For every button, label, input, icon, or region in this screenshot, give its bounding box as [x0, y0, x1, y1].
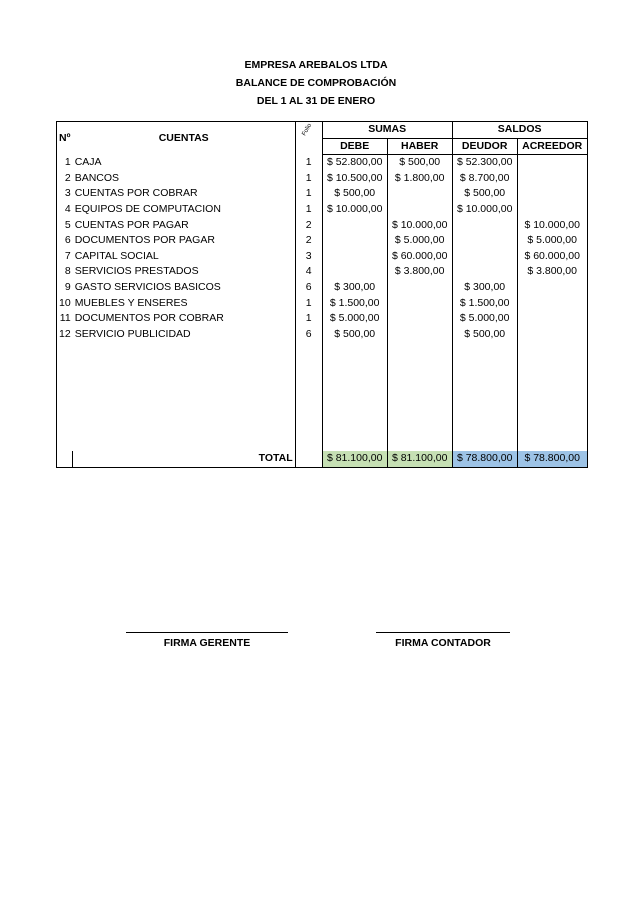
row-folio: 1	[295, 311, 322, 327]
signature-gerente-label: FIRMA GERENTE	[163, 637, 251, 649]
row-account: BANCOS	[74, 171, 120, 184]
row-debe: $ 500,00	[322, 327, 387, 343]
table-row	[57, 327, 588, 343]
row-haber: $ 500,00	[387, 155, 452, 171]
row-debe: $ 10.500,00	[322, 171, 387, 187]
row-number: 9	[57, 280, 73, 296]
row-folio: 2	[295, 218, 322, 234]
row-haber	[387, 311, 452, 327]
row-number: 5	[57, 218, 73, 234]
report-title: BALANCE DE COMPROBACIÓN	[235, 77, 397, 89]
row-debe: $ 5.000,00	[322, 311, 387, 327]
row-deudor	[452, 233, 517, 249]
empty-row	[57, 358, 588, 374]
row-haber	[387, 186, 452, 202]
row-deudor: $ 500,00	[452, 327, 517, 343]
row-folio: 6	[295, 327, 322, 343]
row-number: 7	[57, 249, 73, 265]
row-haber: $ 1.800,00	[387, 171, 452, 187]
row-debe: $ 300,00	[322, 280, 387, 296]
row-debe: $ 10.000,00	[322, 202, 387, 218]
row-number: 3	[57, 186, 73, 202]
row-folio: 3	[295, 249, 322, 265]
row-folio: 1	[295, 296, 322, 312]
row-debe: $ 500,00	[322, 186, 387, 202]
row-account: SERVICIOS PRESTADOS	[74, 265, 199, 278]
row-debe: $ 1.500,00	[322, 296, 387, 312]
row-haber	[387, 202, 452, 218]
empty-rows	[57, 342, 588, 451]
row-number: 12	[57, 327, 73, 343]
col-cuentas-header: CUENTAS	[73, 122, 296, 155]
row-folio: 1	[295, 186, 322, 202]
signature-contador	[376, 632, 510, 649]
account-rows	[57, 155, 588, 343]
company-name: EMPRESA AREBALOS LTDA	[244, 59, 388, 71]
row-account: CUENTAS POR COBRAR	[74, 187, 198, 200]
row-acreedor: $ 5.000,00	[517, 233, 587, 249]
row-debe	[322, 218, 387, 234]
empty-row	[57, 342, 588, 358]
signature-contador-label: FIRMA CONTADOR	[395, 637, 491, 649]
row-acreedor: $ 10.000,00	[517, 218, 587, 234]
row-number: 8	[57, 264, 73, 280]
row-deudor	[452, 218, 517, 234]
row-number: 6	[57, 233, 73, 249]
row-acreedor	[517, 296, 587, 312]
total-acreedor: $ 78.800,00	[517, 451, 587, 467]
row-haber	[387, 280, 452, 296]
col-haber-header: HABER	[387, 138, 452, 155]
row-deudor: $ 5.000,00	[452, 311, 517, 327]
signature-line	[126, 632, 288, 633]
report-period: DEL 1 AL 31 DE ENERO	[256, 95, 376, 107]
row-deudor: $ 10.000,00	[452, 202, 517, 218]
row-deudor: $ 52.300,00	[452, 155, 517, 171]
row-account: EQUIPOS DE COMPUTACION	[74, 202, 221, 215]
empty-row	[57, 405, 588, 421]
signature-gerente	[126, 632, 288, 649]
col-folio-header	[295, 122, 322, 155]
table-row	[57, 186, 588, 202]
row-account: CAPITAL SOCIAL	[74, 249, 159, 262]
row-account: DOCUMENTOS POR PAGAR	[74, 234, 215, 247]
table-row	[57, 202, 588, 218]
row-acreedor	[517, 171, 587, 187]
row-account: GASTO SERVICIOS BASICOS	[74, 280, 221, 293]
row-deudor	[452, 264, 517, 280]
table-row	[57, 311, 588, 327]
totals-row	[57, 451, 588, 467]
row-debe	[322, 233, 387, 249]
table-row	[57, 264, 588, 280]
row-folio: 6	[295, 280, 322, 296]
row-folio: 1	[295, 155, 322, 171]
total-debe: $ 81.100,00	[322, 451, 387, 467]
row-account: MUEBLES Y ENSERES	[74, 296, 188, 309]
row-deudor	[452, 249, 517, 265]
empty-row	[57, 374, 588, 390]
row-acreedor: $ 60.000,00	[517, 249, 587, 265]
col-num-header: Nº	[57, 122, 73, 155]
table-row	[57, 155, 588, 171]
row-haber: $ 60.000,00	[387, 249, 452, 265]
row-account: CUENTAS POR PAGAR	[74, 218, 189, 231]
table-row	[57, 233, 588, 249]
trial-balance-table	[56, 121, 588, 468]
row-debe: $ 52.800,00	[322, 155, 387, 171]
row-folio: 4	[295, 264, 322, 280]
signature-line	[376, 632, 510, 633]
row-acreedor	[517, 311, 587, 327]
row-folio: 1	[295, 171, 322, 187]
total-haber: $ 81.100,00	[387, 451, 452, 467]
row-account: CAJA	[74, 155, 102, 168]
row-folio: 1	[295, 202, 322, 218]
row-haber: $ 10.000,00	[387, 218, 452, 234]
empty-row	[57, 436, 588, 452]
row-number: 1	[57, 155, 73, 171]
total-label: TOTAL	[73, 451, 296, 467]
table-row	[57, 280, 588, 296]
table-row	[57, 296, 588, 312]
table-row	[57, 171, 588, 187]
row-acreedor	[517, 155, 587, 171]
col-debe-header: DEBE	[322, 138, 387, 155]
report-header	[0, 56, 638, 110]
col-saldos-header: SALDOS	[452, 122, 587, 139]
row-number: 4	[57, 202, 73, 218]
row-deudor: $ 300,00	[452, 280, 517, 296]
row-haber: $ 3.800,00	[387, 264, 452, 280]
row-acreedor: $ 3.800,00	[517, 264, 587, 280]
row-number: 11	[57, 311, 73, 327]
row-debe	[322, 264, 387, 280]
table-row	[57, 218, 588, 234]
row-haber: $ 5.000,00	[387, 233, 452, 249]
col-sumas-header: SUMAS	[322, 122, 452, 139]
row-haber	[387, 327, 452, 343]
row-acreedor	[517, 327, 587, 343]
col-acreedor-header: ACREEDOR	[517, 138, 587, 155]
row-account: SERVICIO PUBLICIDAD	[74, 327, 191, 340]
folio-label: Folio	[301, 122, 313, 137]
total-deudor: $ 78.800,00	[452, 451, 517, 467]
row-acreedor	[517, 280, 587, 296]
row-debe	[322, 249, 387, 265]
row-deudor: $ 500,00	[452, 186, 517, 202]
row-acreedor	[517, 186, 587, 202]
row-number: 10	[57, 296, 73, 312]
row-number: 2	[57, 171, 73, 187]
row-acreedor	[517, 202, 587, 218]
row-account: DOCUMENTOS POR COBRAR	[74, 312, 224, 325]
row-deudor: $ 8.700,00	[452, 171, 517, 187]
row-deudor: $ 1.500,00	[452, 296, 517, 312]
empty-row	[57, 420, 588, 436]
row-folio: 2	[295, 233, 322, 249]
table-row	[57, 249, 588, 265]
col-deudor-header: DEUDOR	[452, 138, 517, 155]
empty-row	[57, 389, 588, 405]
row-haber	[387, 296, 452, 312]
